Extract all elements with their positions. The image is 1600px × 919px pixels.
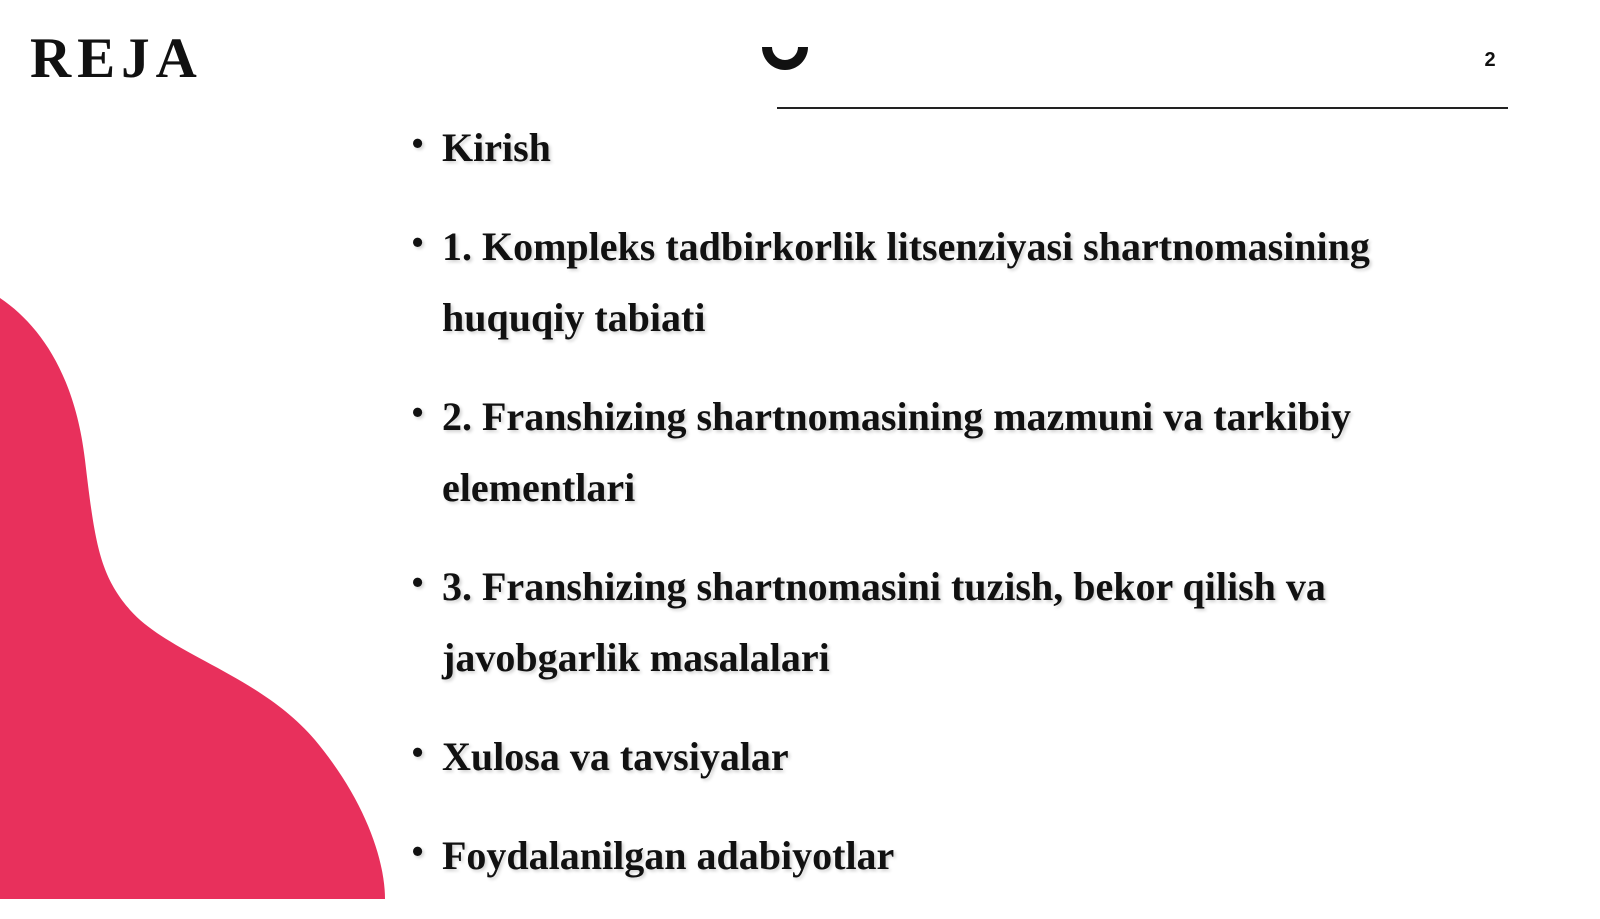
bullet-point: • <box>412 224 424 260</box>
bullet-point: • <box>412 564 424 600</box>
slide-title: REJA <box>30 27 203 90</box>
agenda-item-introduction <box>412 112 1432 183</box>
agenda-list <box>412 112 1432 919</box>
agenda-item-section-3 <box>412 551 1432 693</box>
bullet-point: • <box>412 734 424 770</box>
agenda-item-references <box>412 820 1432 891</box>
page-number: 2 <box>1484 49 1496 71</box>
bullet-point: • <box>412 833 424 869</box>
header-divider <box>777 107 1508 109</box>
agenda-item-section-2 <box>412 381 1432 523</box>
agenda-item-text: 2. Franshizing shartnomasining mazmuni va tarkibiy elementlari <box>442 394 1352 510</box>
agenda-item-text: 1. Kompleks tadbirkorlik litsenziyasi shartnomasining huquqiy tabiati <box>442 224 1370 340</box>
agenda-item-text: 3. Franshizing shartnomasini tuzish, bekor qilish va javobgarlik masalalari <box>442 564 1326 680</box>
arc-icon <box>760 44 810 74</box>
agenda-item-text: Foydalanilgan adabiyotlar <box>442 833 895 878</box>
bullet-point: • <box>412 394 424 430</box>
agenda-item-conclusion <box>412 721 1432 792</box>
agenda-item-section-1 <box>412 211 1432 353</box>
bullet-point: • <box>412 125 424 161</box>
agenda-item-text: Xulosa va tavsiyalar <box>442 734 789 779</box>
agenda-item-text: Kirish <box>442 125 551 170</box>
